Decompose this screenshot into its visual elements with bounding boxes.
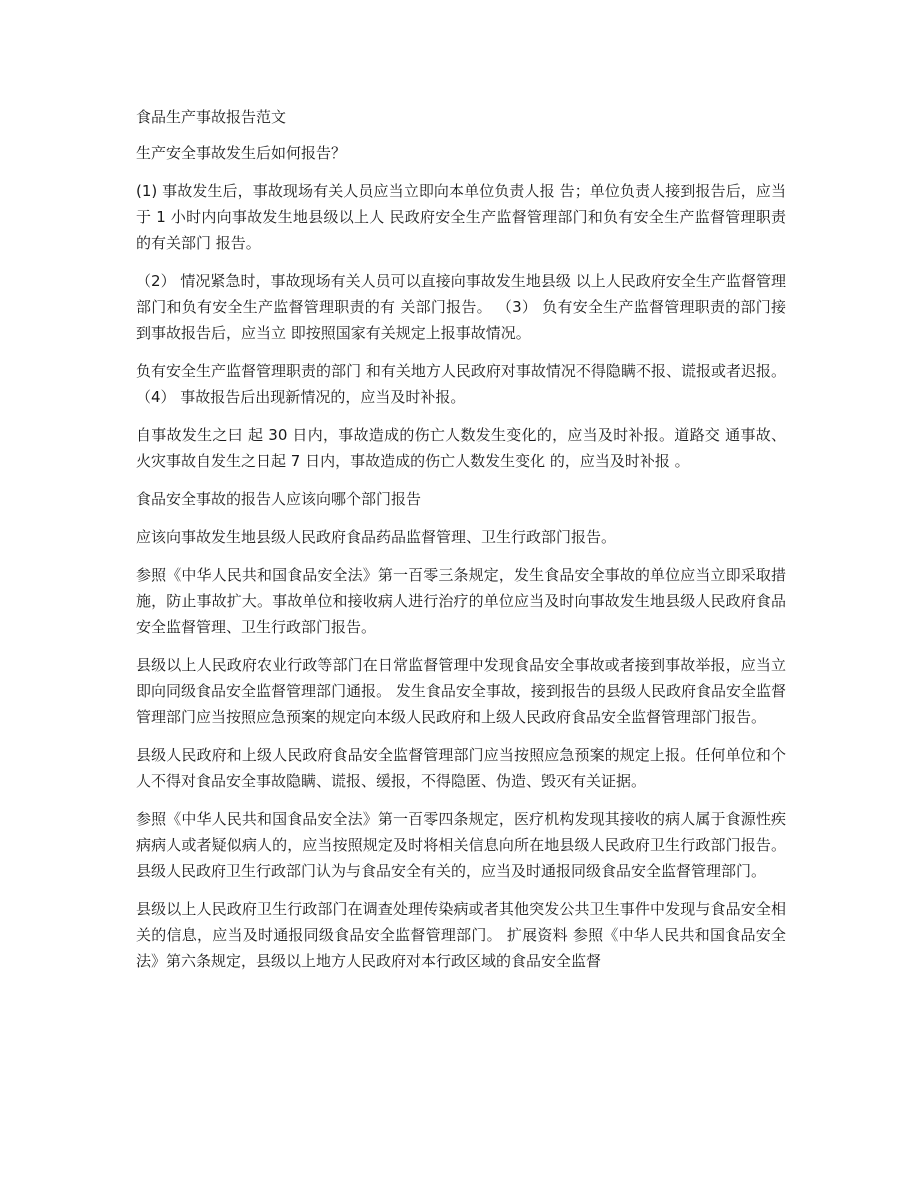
document-title: 食品生产事故报告范文 [136, 108, 287, 126]
paragraph: 参照《中华人民共和国食品安全法》第一百零三条规定，发生食品安全事故的单位应当立即采取措施，防止事故扩大。事故单位和接收病人进行治疗的单位应当及时向事故发生地县级人民政府食品安全监督管理、卫生行政部门报告。 [136, 566, 786, 636]
paragraph: 县级以上人民政府卫生行政部门在调查处理传染病或者其他突发公共卫生事件中发现与食品安全相关的信息，应当及时通报同级食品安全监督管理部门。 扩展资料 参照《中华人民共和国食品安全法》第六条规定，县级以上地方人民政府对本行政区域的食品安全监督 [136, 900, 786, 970]
document-page [136, 104, 786, 986]
heading-how-to-report: 生产安全事故发生后如何报告？ [136, 144, 347, 162]
paragraph: 应该向事故发生地县级人民政府食品药品监督管理、卫生行政部门报告。 [136, 528, 617, 546]
paragraph: （2） 情况紧急时，事故现场有关人员可以直接向事故发生地县级 以上人民政府安全生产监督管理部门和负有安全生产监督管理职责的有 关部门报告。 （3） 负有安全生产监督管理职责的部门接到事故报告后，应当立 即按照国家有关规定上报事故情况。 [136, 272, 786, 342]
paragraph: 参照《中华人民共和国食品安全法》第一百零四条规定，医疗机构发现其接收的病人属于食源性疾病病人或者疑似病人的，应当按照规定及时将相关信息向所在地县级人民政府卫生行政部门报告。县级人民政府卫生行政部门认为与食品安全有关的，应当及时通报同级食品安全监督管理部门。 [136, 810, 786, 880]
paragraph: (1) 事故发生后，事故现场有关人员应当立即向本单位负责人报 告；单位负责人接到报告后，应当于 1 小时内向事故发生地县级以上人 民政府安全生产监督管理部门和负有安全生产监督管理职责的有关部门 报告。 [136, 182, 786, 252]
paragraph: 负有安全生产监督管理职责的部门 和有关地方人民政府对事故情况不得隐瞒不报、谎报或者迟报。 （4） 事故报告后出现新情况的，应当及时补报。 [136, 362, 786, 406]
paragraph: 自事故发生之曰 起 30 日内，事故造成的伤亡人数发生变化的，应当及时补报。道路交 通事故、火灾事故自发生之日起 7 日内，事故造成的伤亡人数发生变化 的，应当及时补报 。 [136, 426, 786, 470]
heading-which-department: 食品安全事故的报告人应该向哪个部门报告 [136, 490, 422, 508]
paragraph: 县级以上人民政府农业行政等部门在日常监督管理中发现食品安全事故或者接到事故举报，应当立即向同级食品安全监督管理部门通报。 发生食品安全事故，接到报告的县级人民政府食品安全监督管理部门应当按照应急预案的规定向本级人民政府和上级人民政府食品安全监督管理部门报告。 [136, 656, 786, 726]
paragraph: 县级人民政府和上级人民政府食品安全监督管理部门应当按照应急预案的规定上报。任何单位和个人不得对食品安全事故隐瞒、谎报、缓报，不得隐匿、伪造、毁灭有关证据。 [136, 746, 786, 790]
